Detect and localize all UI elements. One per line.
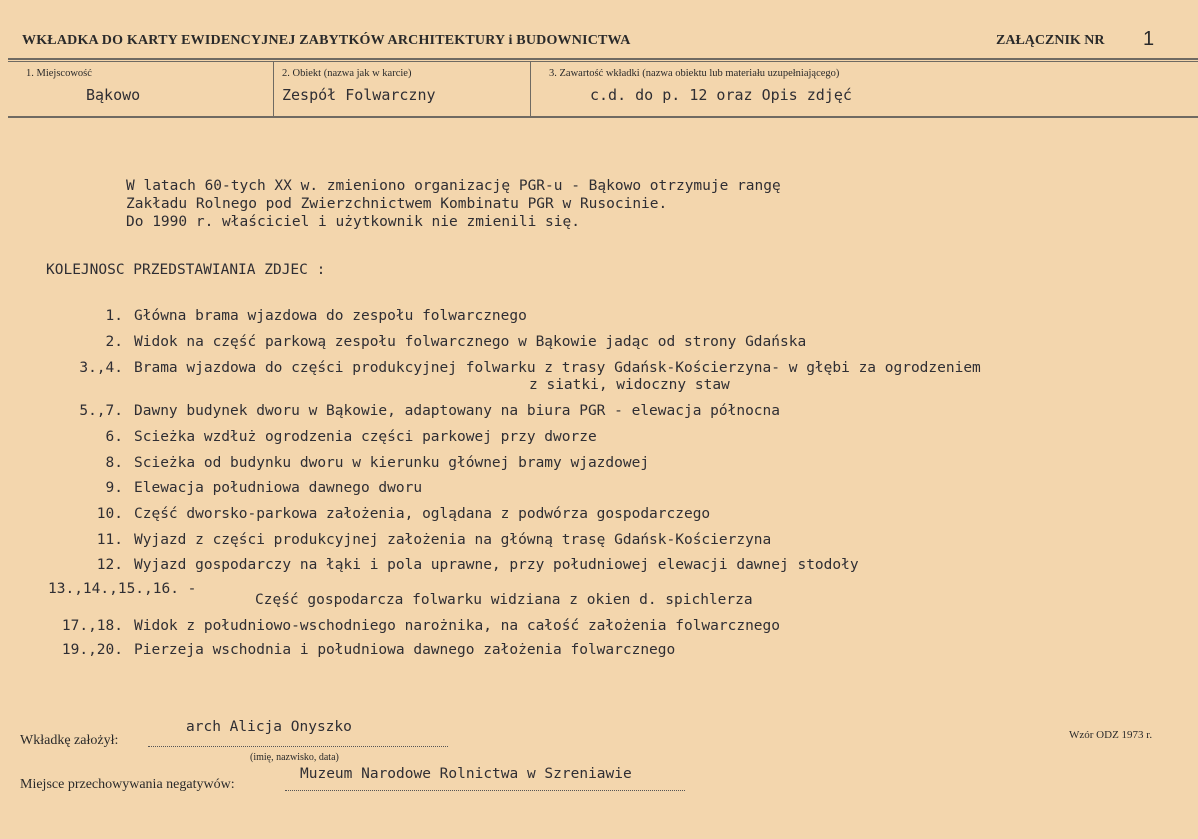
- photo-description: Brama wjazdowa do części produkcyjnej folwarku z trasy Gdańsk-Kościerzyna- w głębi za ogrodzeniem: [134, 360, 981, 376]
- photo-description: Część dworsko-parkowa założenia, oglądana z podwórza gospodarczego: [134, 506, 711, 522]
- storage-value: Muzeum Narodowe Rolnictwa w Szreniawie: [300, 766, 632, 782]
- photo-order-heading: KOLEJNOSC PRZEDSTAWIANIA ZDJEC :: [46, 262, 326, 278]
- object-label: 2. Obiekt (nazwa jak w karcie): [282, 68, 412, 79]
- locality-label: 1. Miejscowość: [26, 68, 92, 79]
- photo-number: 5.,7.: [79, 403, 123, 419]
- author-value: arch Alicja Onyszko: [186, 719, 352, 735]
- form-code: Wzór ODZ 1973 r.: [1069, 729, 1153, 741]
- intro-line: Do 1990 r. właściciel i użytkownik nie zmienili się.: [126, 214, 580, 230]
- photo-description-cont: z siatki, widoczny staw: [529, 377, 730, 393]
- photo-number: 3.,4.: [79, 360, 123, 376]
- photo-number: 17.,18.: [61, 618, 123, 634]
- photo-description: Wyjazd gospodarczy na łąki i pola uprawne, przy południowej elewacji dawnej stodoły: [134, 557, 859, 573]
- storage-dotted-line: [285, 789, 685, 791]
- photo-description: Scieżka wzdłuż ogrodzenia części parkowej przy dworze: [134, 429, 597, 445]
- photo-number: 12.: [96, 557, 123, 573]
- photo-description: Widok na część parkową zespołu folwarcznego w Bąkowie jadąc od strony Gdańska: [134, 334, 807, 350]
- intro-line: W latach 60-tych XX w. zmieniono organizację PGR-u - Bąkowo otrzymuje rangę: [126, 178, 781, 194]
- photo-number: 6.: [105, 429, 123, 445]
- photo-description: Część gospodarcza folwarku widziana z okien d. spichlerza: [255, 592, 753, 608]
- photo-number: 1.: [105, 308, 123, 324]
- fields-rule: [8, 116, 1198, 118]
- photo-description: Główna brama wjazdowa do zespołu folwarcznego: [134, 308, 527, 324]
- photo-number: 9.: [105, 480, 123, 496]
- intro-line: Zakładu Rolnego pod Zwierzchnictwem Kombinatu PGR w Rusocinie.: [126, 196, 668, 212]
- photo-description: Pierzeja wschodnia i południowa dawnego założenia folwarcznego: [134, 642, 676, 658]
- photo-number: 8.: [105, 455, 123, 471]
- content-value: c.d. do p. 12 oraz Opis zdjęć: [590, 86, 852, 104]
- photo-number: 2.: [105, 334, 123, 350]
- field-divider: [273, 62, 274, 116]
- content-label: 3. Zawartość wkładki (nazwa obiektu lub materiału uzupełniającego): [549, 68, 840, 79]
- header-rule: [8, 58, 1198, 60]
- photo-number: 13.,14.,15.,16. -: [48, 581, 197, 597]
- photo-description: Dawny budynek dworu w Bąkowie, adaptowany na biura PGR - elewacja północna: [134, 403, 781, 419]
- photo-description: Wyjazd z części produkcyjnej założenia na główną trasę Gdańsk-Kościerzyna: [134, 532, 772, 548]
- field-divider: [530, 62, 531, 116]
- object-value: Zespół Folwarczny: [282, 86, 436, 104]
- photo-description: Widok z południowo-wschodniego narożnika, na całość założenia folwarcznego: [134, 618, 781, 634]
- author-label: Wkładkę założył:: [20, 733, 119, 748]
- photo-description: Elewacja południowa dawnego dworu: [134, 480, 423, 496]
- annex-label: ZAŁĄCZNIK NR: [996, 33, 1105, 48]
- photo-number: 11.: [96, 532, 123, 548]
- form-title: WKŁADKA DO KARTY EWIDENCYJNEJ ZABYTKÓW ARCHITEKTURY i BUDOWNICTWA: [22, 33, 631, 48]
- photo-number: 10.: [96, 506, 123, 522]
- author-dotted-line: [148, 745, 448, 747]
- author-hint: (imię, nazwisko, data): [250, 752, 339, 763]
- storage-label: Miejsce przechowywania negatywów:: [20, 777, 235, 792]
- photo-number: 19.,20.: [61, 642, 123, 658]
- annex-number: 1: [1143, 28, 1155, 50]
- photo-description: Scieżka od budynku dworu w kierunku głównej bramy wjazdowej: [134, 455, 650, 471]
- locality-value: Bąkowo: [86, 86, 141, 104]
- header-rule-thin: [8, 61, 1198, 62]
